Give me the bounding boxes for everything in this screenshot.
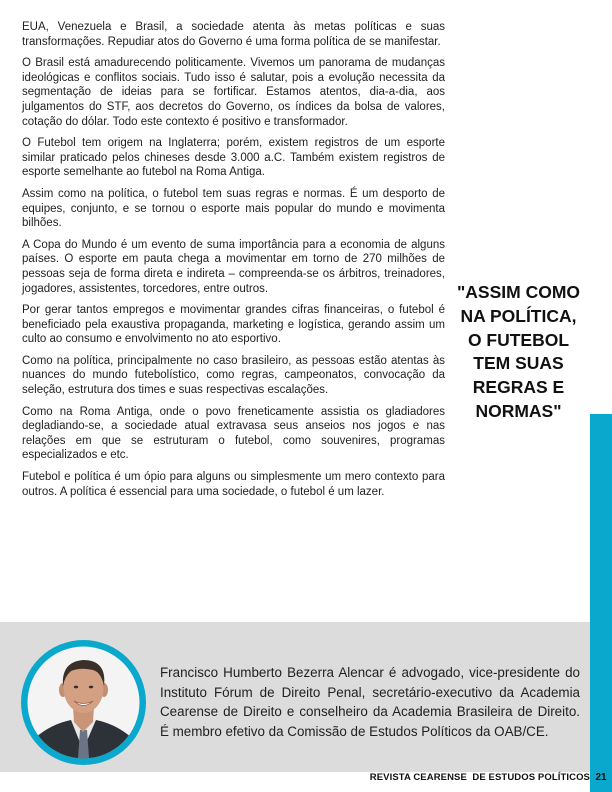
article-paragraph: O Brasil está amadurecendo politicamente. Vivemos um panorama de mudanças ideológicas e conflitos sociais. Tudo isso é salutar, pois a evolução necessita da segmentação de ideias para se fortificar. Estamos atentos, dia-a-dia, aos julgamentos do STF, aos decretos do Governo, os índices da bolsa de valores, cotação do dólar. Todo este contexto é positivo e transformador. xyxy=(22,57,445,128)
article-paragraph: Como na Roma Antiga, onde o povo freneticamente assistia os gladiadores degladiando-se, a sociedade atual extravasa seus anseios nos jogos e nas relações em que se estruturam o futebol, como souvenires, programas especializados e etc. xyxy=(22,405,445,462)
pull-quote: "ASSIM COMO NA POLÍTICA, O FUTEBOL TEM SUAS REGRAS E NORMAS" xyxy=(456,282,581,421)
article-paragraph: Por gerar tantos empregos e movimentar grandes cifras financeiras, o futebol é beneficiado pela exaustiva propaganda, marketing e logística, gerando assim um culto ao consumo e envolvimento no ato esportivo. xyxy=(22,304,445,346)
article-paragraph: Futebol e política é um ópio para alguns ou simplesmente um mero contexto para outros. A política é essencial para uma sociedade, o futebol é um lazer. xyxy=(22,471,445,498)
article-body xyxy=(22,20,445,506)
article-paragraph: Como na política, principalmente no caso brasileiro, as pessoas estão atentas às nuances do mundo futebolístico, como regras, campeonatos, convocação da seleção, estrutura dos times e suas respectivas escalações. xyxy=(22,354,445,397)
accent-bar xyxy=(590,414,612,792)
journal-name: REVISTA CEARENSE DE ESTUDOS POLÍTICOS xyxy=(369,772,590,783)
page-number: 21 xyxy=(595,772,607,783)
article-paragraph: O Futebol tem origem na Inglaterra; porém, existem registros de um esporte similar praticado pelos chineses desde 3.000 a.C. Também existem registros de esporte semelhante ao futebol na Roma Antiga. xyxy=(22,137,445,179)
article-paragraph: EUA, Venezuela e Brasil, a sociedade atenta às metas políticas e suas transformações. Repudiar atos do Governo é uma forma política de se manifestar. xyxy=(22,21,445,48)
article-paragraph: A Copa do Mundo é um evento de suma importância para a economia de alguns países. O esporte em pauta chega a movimentar em torno de 270 milhões de pessoas seja de forma direta e indireta – compreenda-se os árbitros, treinadores, jogadores, assistentes, torcedores, entre outros. xyxy=(22,238,445,295)
author-portrait-icon xyxy=(21,640,146,765)
article-paragraph: Assim como na política, o futebol tem suas regras e normas. É um desporto de equipes, conjunto, e se tornou o esporte mais popular do mundo e movimenta bilhões. xyxy=(22,187,445,230)
author-bio: Francisco Humberto Bezerra Alencar é advogado, vice-presidente do Instituto Fórum de Direito Penal, secretário-executivo da Academia Cearense de Direito e conselheiro da Academia Brasileira de Direito. É membro efetivo da Comissão de Estudos Políticos da OAB/CE. xyxy=(160,665,580,739)
author-photo xyxy=(21,640,146,765)
